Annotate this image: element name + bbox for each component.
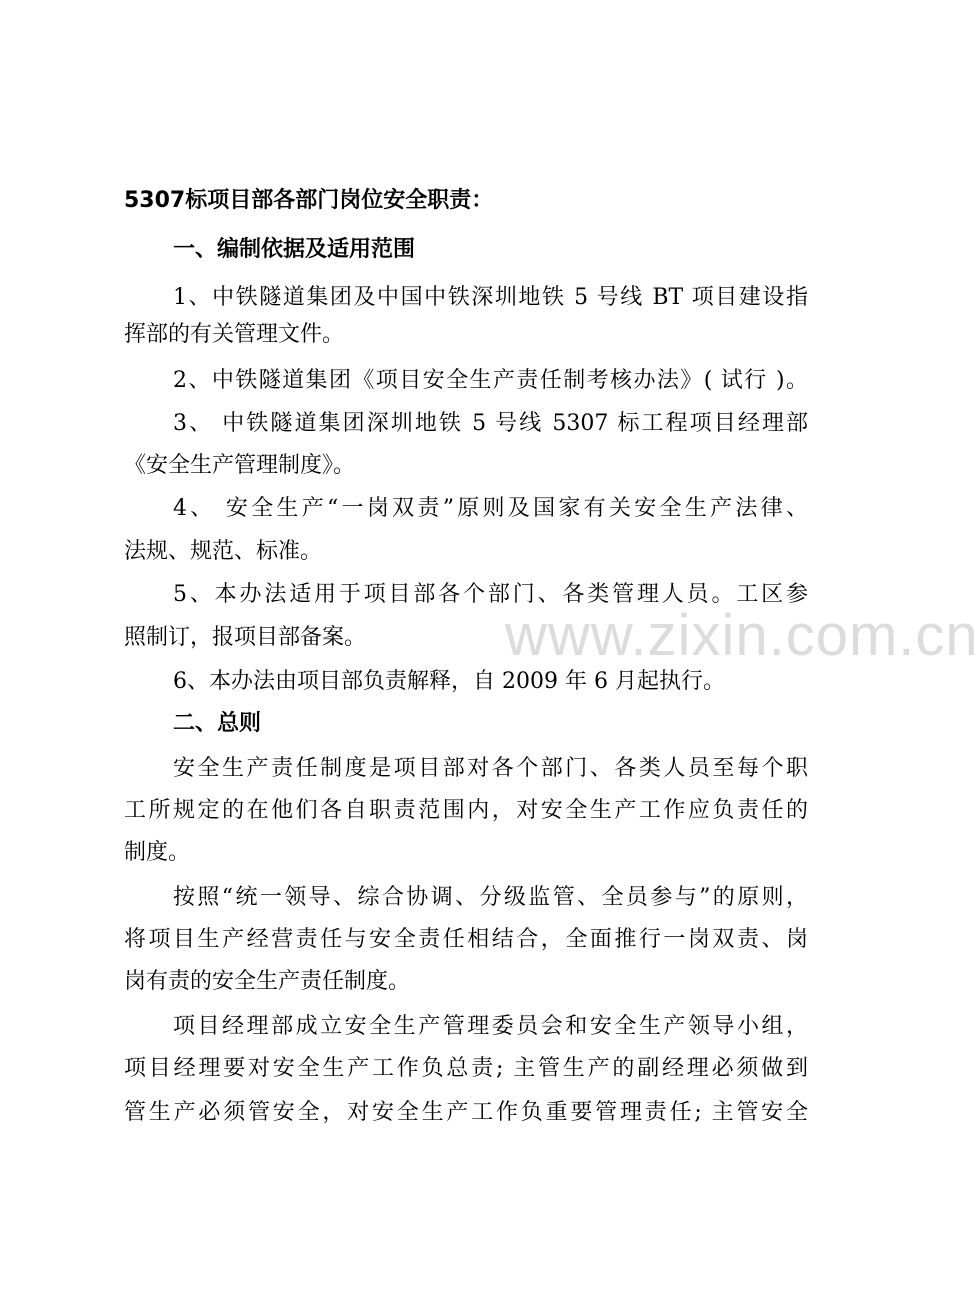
paragraph3-line3: 管生产必须管安全，对安全生产工作负重要管理责任; 主管安全 bbox=[124, 1100, 808, 1125]
paragraph1-line1: 安全生产责任制度是项目部对各个部门、各类人员至每个职 bbox=[173, 756, 808, 781]
item4-line2: 法规、规范、标准。 bbox=[124, 539, 323, 564]
section2-heading: 二、总则 bbox=[173, 711, 262, 736]
item3-line2: 《安全生产管理制度》。 bbox=[124, 453, 356, 478]
item6-line: 6、本办法由项目部负责解释，自 2009 年 6 月起执行。 bbox=[173, 669, 725, 694]
item2-line: 2、中铁隧道集团《项目安全生产责任制考核办法》( 试行 )。 bbox=[173, 368, 808, 393]
item1-line2: 挥部的有关管理文件。 bbox=[124, 322, 345, 347]
paragraph3-line1: 项目经理部成立安全生产管理委员会和安全生产领导小组， bbox=[173, 1014, 808, 1039]
paragraph1-line2: 工所规定的在他们各自职责范围内，对安全生产工作应负责任的 bbox=[124, 798, 808, 823]
item4-line1: 4、 安全生产“一岗双责”原则及国家有关安全生产法律、 bbox=[173, 496, 808, 521]
item3-line1: 3、 中铁隧道集团深圳地铁 5 号线 5307 标工程项目经理部 bbox=[173, 411, 808, 436]
section1-heading: 一、编制依据及适用范围 bbox=[173, 237, 416, 262]
item5-line2: 照制订，报项目部备案。 bbox=[124, 625, 367, 650]
document-title: 5307标项目部各部门岗位安全职责： bbox=[124, 188, 494, 213]
item1-line1: 1、中铁隧道集团及中国中铁深圳地铁 5 号线 BT 项目建设指 bbox=[173, 285, 808, 310]
paragraph2-line2: 将项目生产经营责任与安全责任相结合，全面推行一岗双责、岗 bbox=[124, 927, 808, 952]
watermark: www.zixin.com.cn bbox=[505, 603, 979, 668]
paragraph2-line3: 岗有责的安全生产责任制度。 bbox=[124, 969, 411, 994]
item5-line1: 5、本办法适用于项目部各个部门、各类管理人员。工区参 bbox=[173, 582, 808, 607]
paragraph2-line1: 按照“统一领导、综合协调、分级监管、全员参与”的原则， bbox=[173, 885, 808, 910]
paragraph1-line3: 制度。 bbox=[124, 840, 191, 865]
paragraph3-line2: 项目经理要对安全生产工作负总责; 主管生产的副经理必须做到 bbox=[124, 1056, 808, 1081]
